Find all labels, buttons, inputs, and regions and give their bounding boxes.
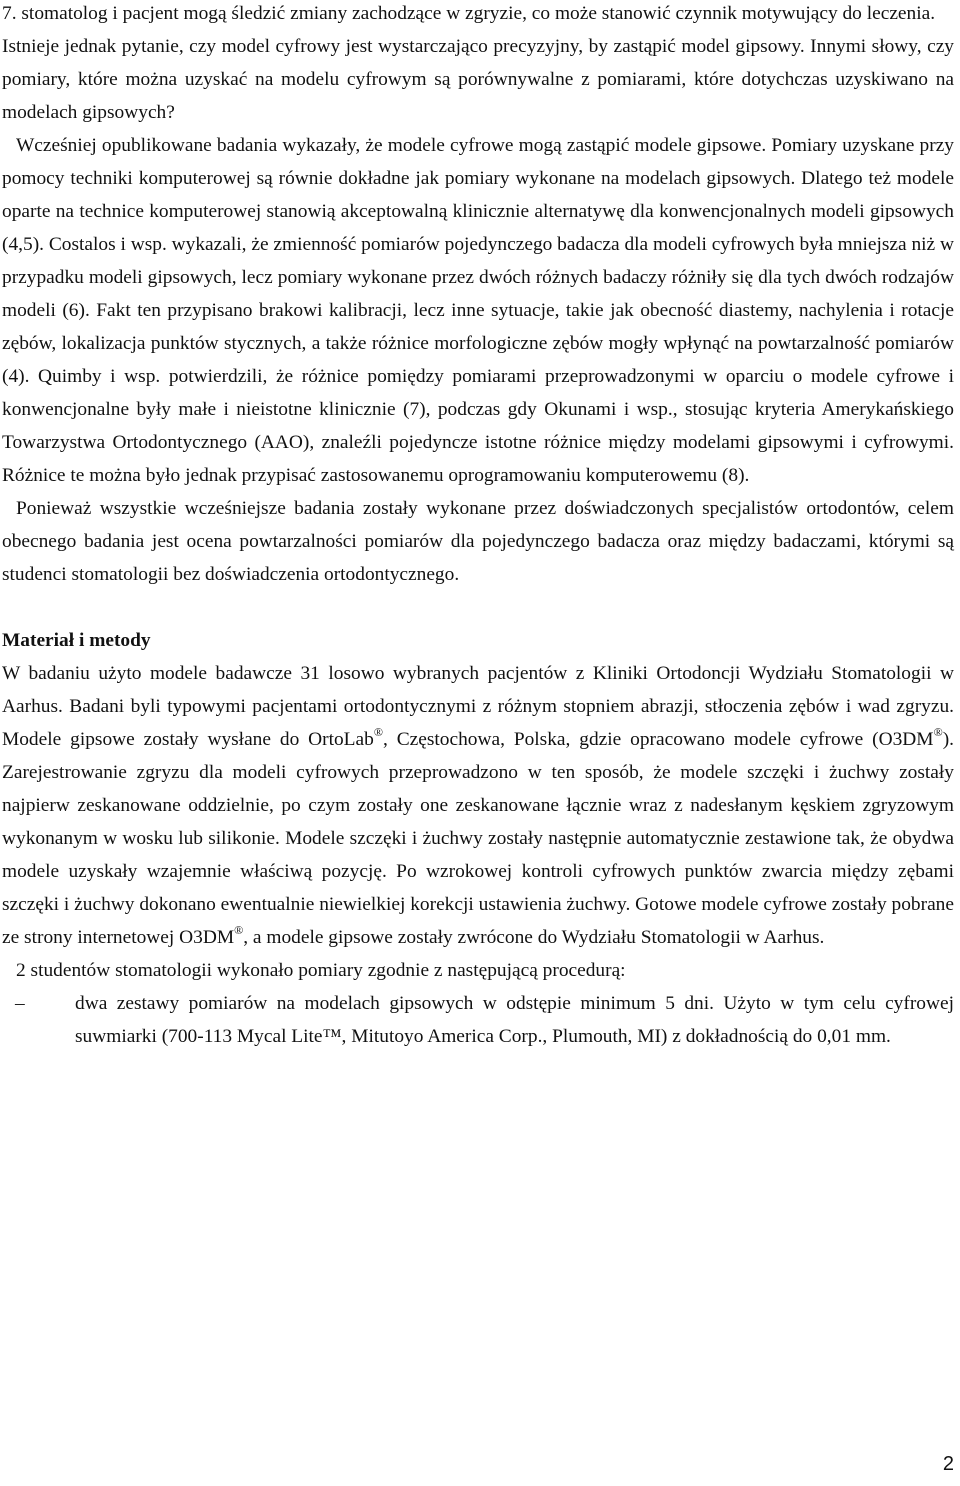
paragraph-question: Istnieje jednak pytanie, czy model cyfrowy jest wystarczająco precyzyjny, by zastąpić model gipsowy. Innymi słowy, czy pomiary, które można uzyskać na modelu cyfrowym są porównywalne z pomiarami, które dotychczas uzyskiwano na modelach gipsowych?	[2, 36, 954, 123]
list-item-text: dwa zestawy pomiarów na modelach gipsowych w odstępie minimum 5 dni. Użyto w tym celu cyfrowej suwmiarki (700-113 Mycal Lite™, Mitutoyo America Corp., Plumouth, MI) z dokładnością do 0,01 mm.	[75, 993, 954, 1047]
methods-text-part-1: W badaniu użyto modele badawcze 31 losowo wybranych pacjentów z Kliniki Ortodoncji Wydziału Stomatologii w Aarhus. Badani byli typowymi pacjentami ortodontycznymi z różnym stopniem abrazji, stłoczenia zębów i wad zgryzu. Modele gipsowe zostały wysłane do OrtoLab	[2, 663, 954, 750]
registered-mark: ®	[234, 923, 244, 937]
registered-mark: ®	[933, 725, 943, 739]
procedure-intro: 2 studentów stomatologii wykonało pomiary zgodnie z następującą procedurą:	[16, 960, 626, 981]
methods-text-part-2: , Częstochowa, Polska, gdzie opracowano modele cyfrowe (O3DM	[382, 729, 934, 750]
methods-text-part-4: , a modele gipsowe zostały zwrócone do Wydziału Stomatologii w Aarhus.	[243, 927, 825, 948]
document-body	[2, 0, 954, 1053]
list-item	[2, 987, 954, 1053]
registered-mark: ®	[373, 725, 383, 739]
paragraph-study-aim: Ponieważ wszystkie wcześniejsze badania zostały wykonane przez doświadczonych specjalistów ortodontów, celem obecnego badania jest ocena powtarzalności pomiarów dla pojedynczego badacza oraz między badaczami, którymi są studenci stomatologii bez doświadczenia ortodontycznego.	[2, 498, 954, 585]
page-number: 2	[942, 1453, 954, 1475]
dash-bullet: –	[15, 993, 25, 1014]
methods-text-part-3: ). Zarejestrowanie zgryzu dla modeli cyfrowych przeprowadzono w ten sposób, że modele szczęki i żuchwy zostały najpierw zeskanowane oddzielnie, po czym zostały one zeskanowane łącznie wraz z nadesłanym kęskiem zgryzowym wykonanym w wosku lub silikonie. Modele szczęki i żuchwy zostały następnie automatycznie zestawione tak, że obydwa modele uzyskały wzajemnie właściwą pozycję. Po wzrokowej kontroli cyfrowych punktów zwarcia między zębami szczęki i żuchwy dokonano ewentualnie niewielkiej korekcji ustawienia żuchwy. Gotowe modele cyfrowe zostały pobrane ze strony internetowej O3DM	[2, 729, 954, 948]
procedure-list	[2, 987, 954, 1053]
paragraph-methods	[2, 657, 954, 954]
paragraph-prior-studies: Wcześniej opublikowane badania wykazały, że modele cyfrowe mogą zastąpić modele gipsowe. Pomiary uzyskane przy pomocy techniki komputerowej są równie dokładne jak pomiary wykonane na modelach gipsowych. Dlatego też modele oparte na technice komputerowej stanowią akceptowalną klinicznie alternatywę dla konwencjonalnych modeli gipsowych (4,5). Costalos i wsp. wykazali, że zmienność pomiarów pojedynczego badacza dla modeli cyfrowych była mniejsza niż w przypadku modeli gipsowych, lecz pomiary wykonane przez dwóch różnych badaczy różniły się dla tych dwóch rodzajów modeli (6). Fakt ten przypisano brakowi kalibracji, lecz inne sytuacje, takie jak obecność diastemy, nachylenia i rotacje zębów, lokalizacja punktów stycznych, a także różnice morfologiczne zębów mogły wpłynąć na powtarzalność pomiarów (4). Quimby i wsp. potwierdzili, że różnice pomiędzy pomiarami przeprowadzonymi w oparciu o modele cyfrowe i konwencjonalne były małe i nieistotne klinicznie (7), podczas gdy Okunami i wsp., stosując kryteria Amerykańskiego Towarzystwa Ortodontycznego (AAO), znaleźli pojedyncze istotne różnice między modelami gipsowymi i cyfrowymi. Różnice te można było jednak przypisać zastosowanemu oprogramowaniu komputerowemu (8).	[2, 135, 954, 486]
section-heading-materials-methods: Materiał i metody	[2, 630, 151, 651]
numbered-point-7: 7. stomatolog i pacjent mogą śledzić zmiany zachodzące w zgryzie, co może stanowić czynnik motywujący do leczenia.	[2, 3, 936, 24]
